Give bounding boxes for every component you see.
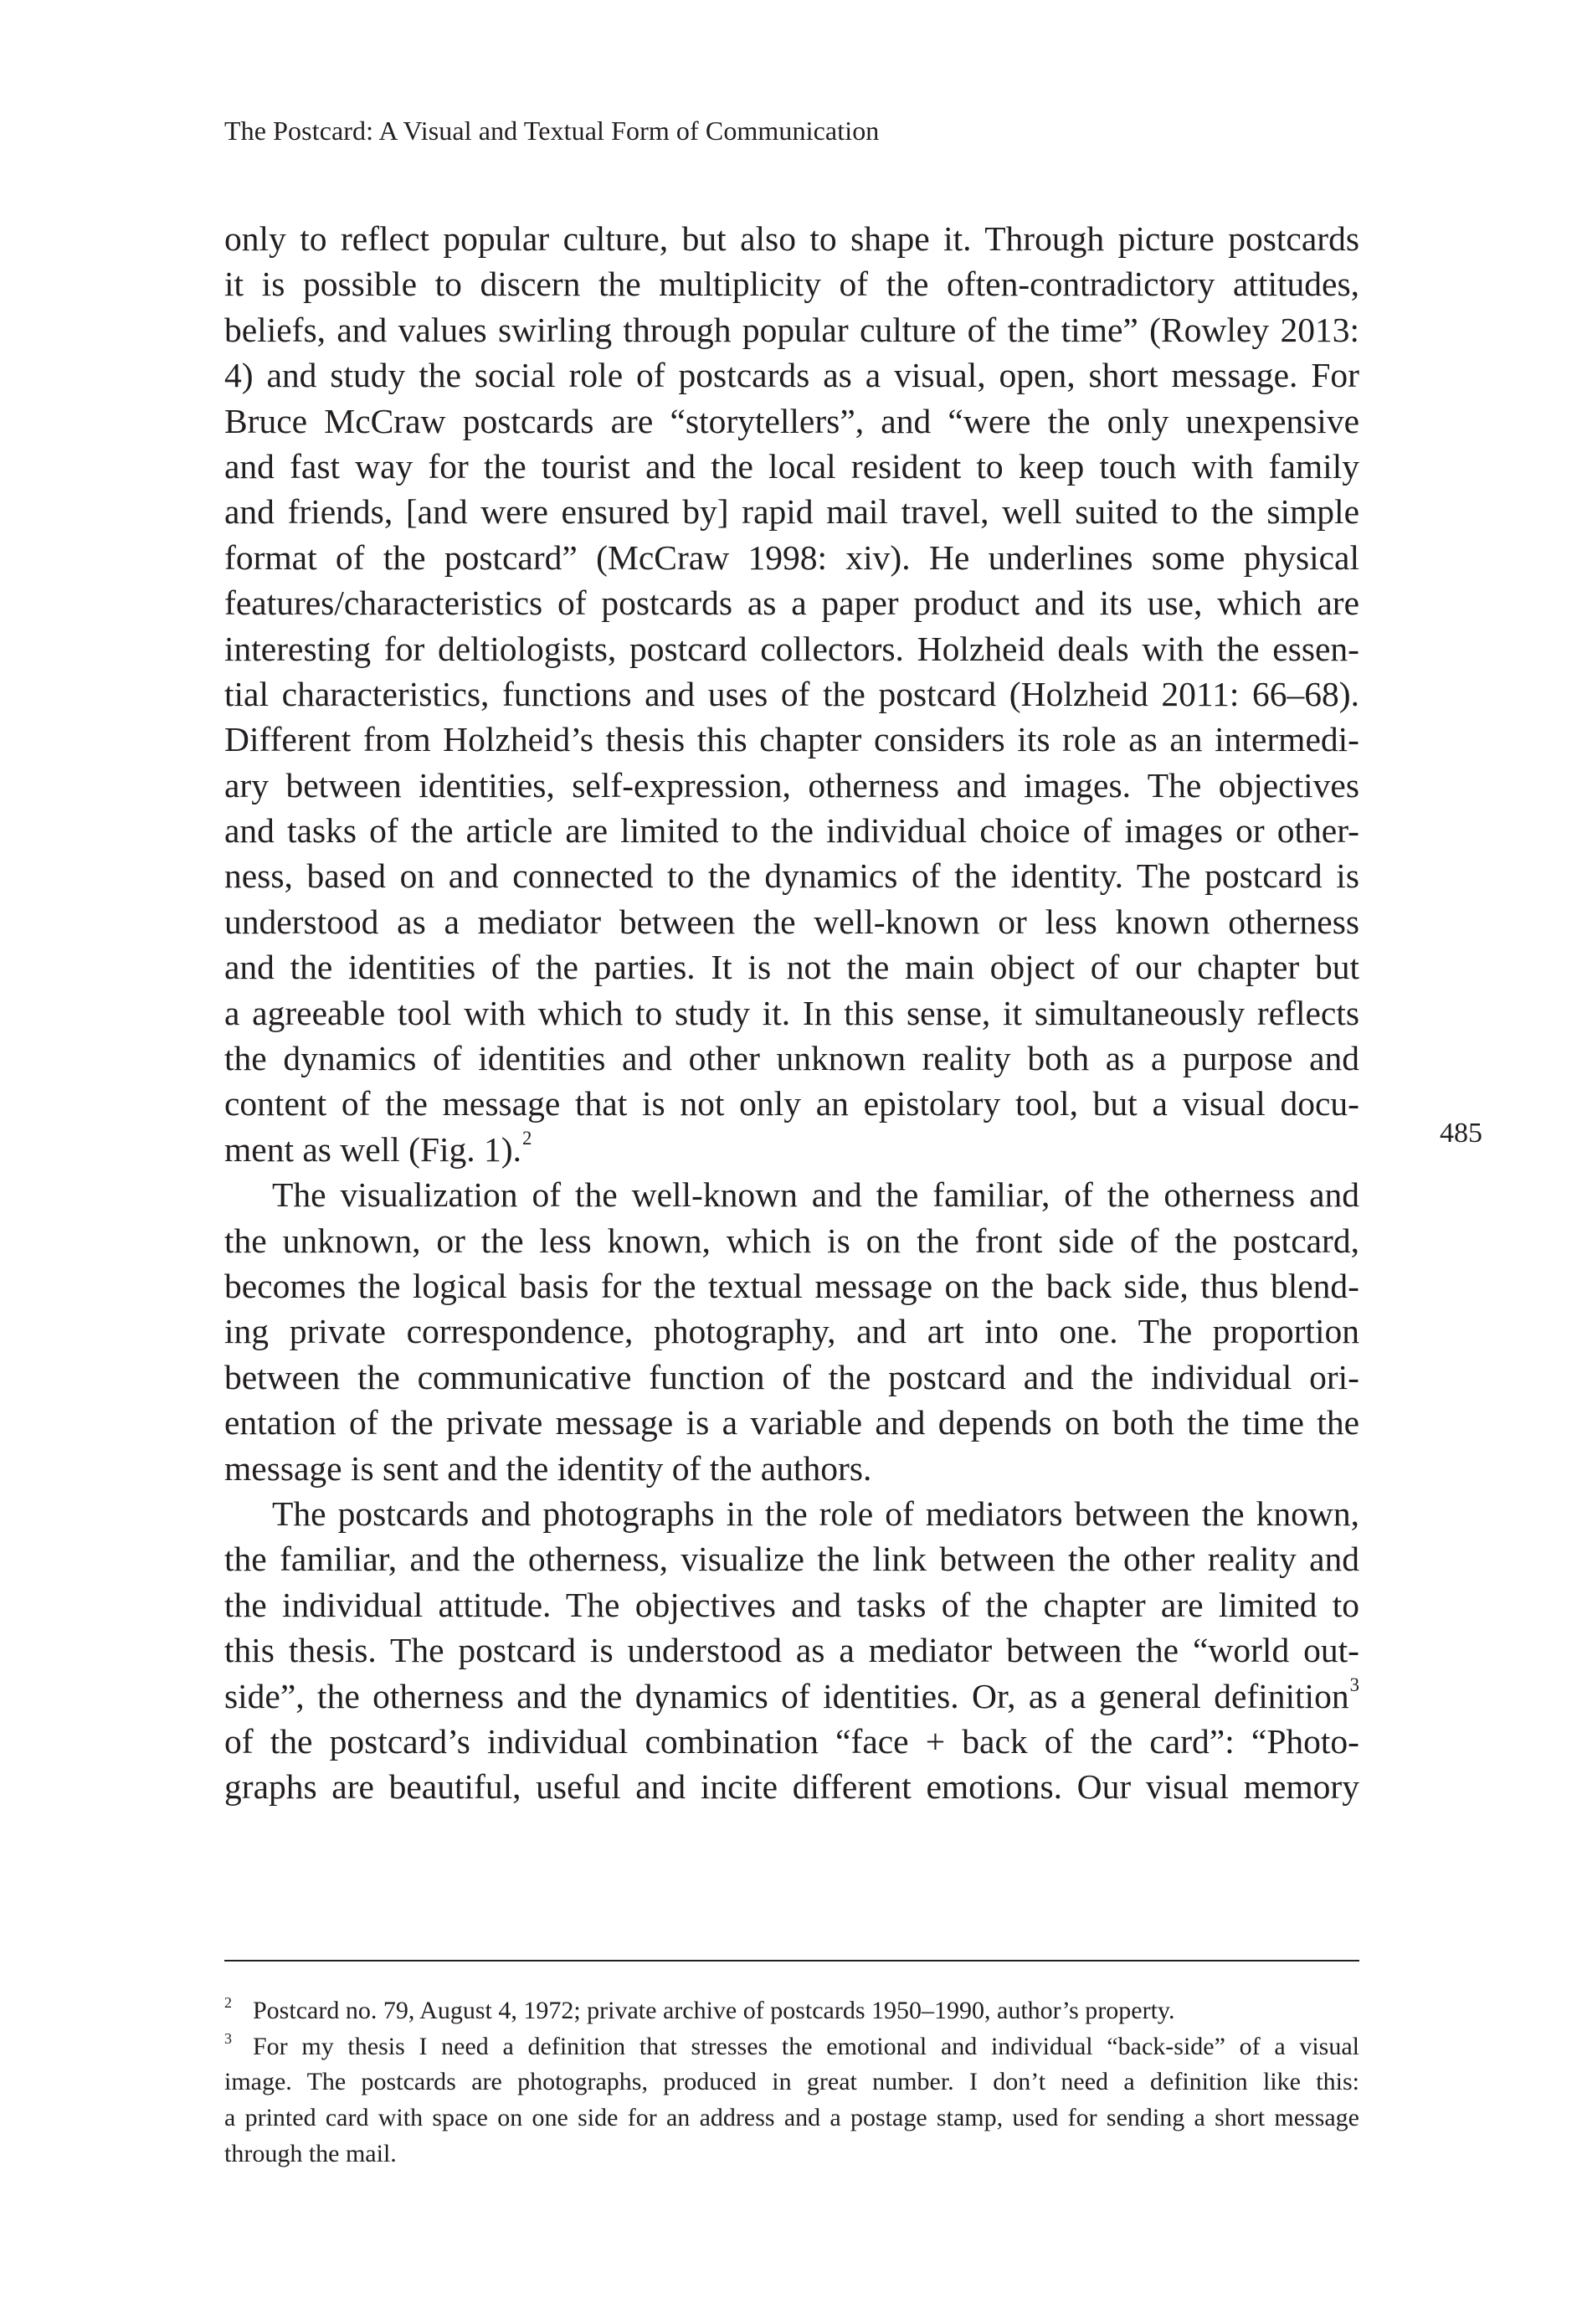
body-line: the dynamics of identities and other unknown reality both as a purpose and [224,1039,1359,1078]
body-line: and fast way for the tourist and the local resident to keep touch with family [224,446,1359,486]
body-line: and friends, [and were ensured by] rapid mail travel, well suited to the simple [224,492,1359,532]
body-line: of the postcard’s individual combination “face + back of the card”: “Photo- [224,1721,1359,1761]
footnote-marker: 2 [522,1128,532,1149]
body-line: the individual attitude. The objectives and tasks of the chapter are limited to [224,1585,1359,1624]
footnote-divider [224,1960,1359,1962]
body-line: Different from Holzheid’s thesis this chapter considers its role as an intermedi- [224,720,1359,759]
body-line: The postcards and photographs in the role of mediators between the known, [272,1494,1359,1533]
body-line: content of the message that is not only an epistolary tool, but a visual docu- [224,1084,1359,1123]
body-line: a agreeable tool with which to study it. In this sense, it simultaneously reflects [224,993,1359,1032]
body-line: message is sent and the identity of the authors. [224,1448,872,1488]
footnote-line: image. The postcards are photographs, produced in great number. I don’t need a definition like this: [224,2068,1359,2096]
body-line: ary between identities, self-expression, otherness and images. The objectives [224,765,1359,805]
body-line: and the identities of the parties. It is not the main object of our chapter but [224,948,1359,987]
body-line [224,1127,1359,1172]
body-line: the familiar, and the otherness, visualize the link between the other reality and [224,1540,1359,1579]
body-line: the unknown, or the less known, which is on the front side of the postcard, [224,1221,1359,1260]
running-head: The Postcard: A Visual and Textual Form of Communication [224,116,880,146]
page-number: 485 [1440,1118,1482,1149]
footnote-text: Postcard no. 79, August 4, 1972; private archive of postcards 1950–1990, author’s property. [253,1997,1175,2024]
body-line: 4) and study the social role of postcards as a visual, open, short message. For [224,356,1359,395]
body-line: format of the postcard” (McCraw 1998: xiv). He underlines some physical [224,537,1359,577]
body-line: becomes the logical basis for the textual message on the back side, thus blend- [224,1266,1359,1305]
body-text [224,216,1359,1810]
body-line: between the communicative function of the postcard and the individual ori- [224,1357,1359,1396]
body-line [224,1674,1359,1719]
body-line: tial characteristics, functions and uses of the postcard (Holzheid 2011: 66–68). [224,674,1359,713]
body-line-text: ment as well (Fig. 1). [224,1129,521,1169]
body-line: ness, based on and connected to the dynamics of the identity. The postcard is [224,856,1359,896]
footnote-text: For my thesis I need a definition that stresses the emotional and individual “back-side” of a visual [253,2032,1359,2060]
footnotes [224,1993,1359,2172]
body-line-text: side”, the otherness and the dynamics of identities. Or, as a general definition [224,1676,1349,1715]
footnote-line: 2 Postcard no. 79, August 4, 1972; private archive of postcards 1950–1990, author’s property. [224,1994,1175,2024]
body-line: graphs are beautiful, useful and incite different emotions. Our visual memory [224,1767,1359,1807]
body-line: features/characteristics of postcards as a paper product and its use, which are [224,584,1359,623]
body-line: understood as a mediator between the well-known or less known otherness [224,902,1359,941]
body-line: interesting for deltiologists, postcard collectors. Holzheid deals with the essen- [224,629,1359,668]
footnote-line: 3 For my thesis I need a definition that stresses the emotional and individual “back-side” of a visual [224,2030,1359,2060]
footnote-marker: 3 [1349,1674,1359,1696]
body-line: beliefs, and values swirling through popular culture of the time” (Rowley 2013: [224,310,1359,349]
body-line: and tasks of the article are limited to the individual choice of images or other- [224,811,1359,851]
body-line: this thesis. The postcard is understood as a mediator between the “world out- [224,1631,1359,1670]
footnote-line: through the mail. [224,2139,397,2167]
body-line: entation of the private message is a variable and depends on both the time the [224,1403,1359,1442]
footnote-line: a printed card with space on one side for an address and a postage stamp, used for sending a short message [224,2104,1359,2132]
body-line: Bruce McCraw postcards are “storytellers”, and “were the only unexpensive [224,401,1359,440]
body-line: only to reflect popular culture, but also to shape it. Through picture postcards [224,219,1359,258]
body-line: it is possible to discern the multiplicity of the often-contradictory attitudes, [224,265,1359,304]
body-line: The visualization of the well-known and the familiar, of the otherness and [272,1175,1359,1215]
body-line: ing private correspondence, photography, and art into one. The proportion [224,1312,1359,1351]
